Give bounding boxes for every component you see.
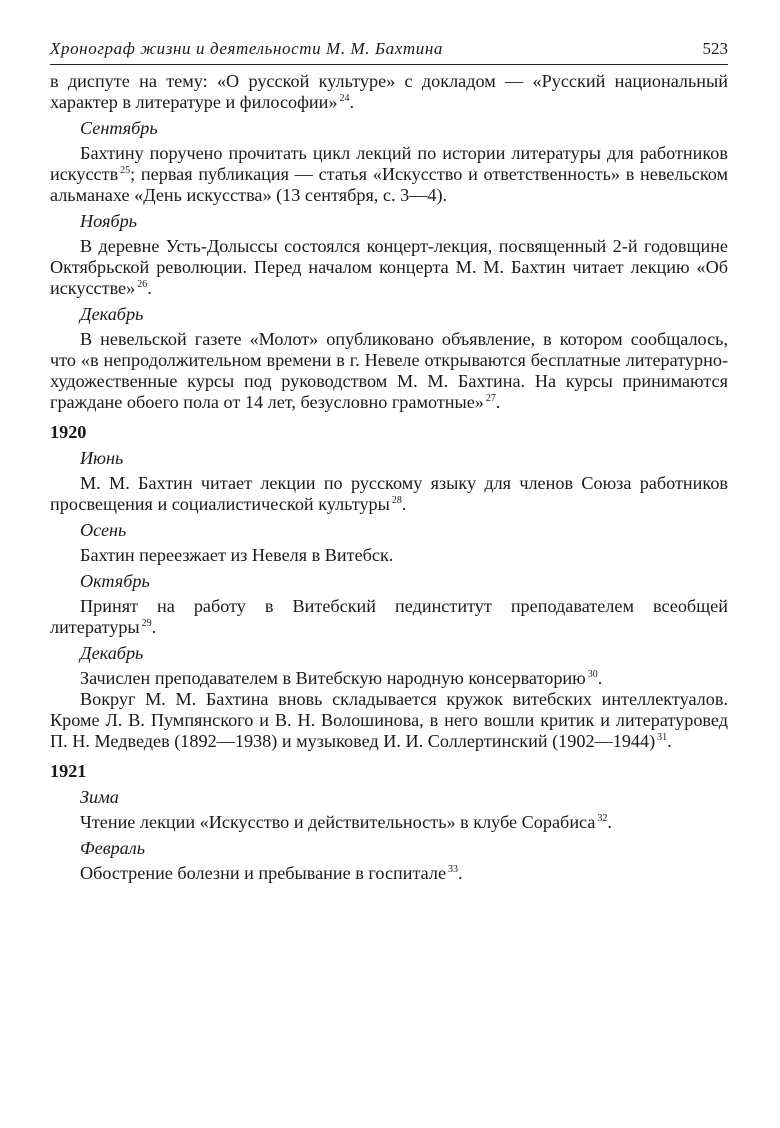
year-heading: 1920 — [50, 422, 87, 442]
month-heading: Осень — [80, 520, 127, 540]
paragraph-text: Бахтин переезжает из Невеля в Витебск. — [80, 545, 394, 565]
month-heading: Февраль — [80, 838, 145, 858]
running-header — [50, 38, 728, 65]
paragraph — [50, 329, 728, 413]
paragraph — [50, 812, 728, 833]
month-heading: Октябрь — [80, 571, 150, 591]
paragraph-tail: . — [597, 668, 603, 688]
page-body — [50, 71, 728, 884]
paragraph-tail: . — [401, 494, 407, 514]
footnote-ref: 29 — [141, 618, 152, 629]
paragraph-tail: . — [458, 863, 463, 883]
paragraph-tail: . — [349, 92, 355, 112]
paragraph-text: Обострение болезни и пребывание в госпитале — [80, 863, 447, 883]
paragraph — [50, 71, 728, 113]
footnote-ref: 27 — [485, 393, 496, 404]
paragraph-text: Чтение лекции «Искусство и действительность» в клубе Сорабиса — [80, 812, 596, 832]
paragraph-tail: . — [495, 392, 501, 412]
month-heading: Декабрь — [80, 643, 144, 663]
footnote-ref: 30 — [587, 669, 598, 680]
year-heading: 1921 — [50, 761, 87, 781]
paragraph-tail: . — [667, 731, 672, 751]
paragraph — [50, 596, 728, 638]
paragraph-tail: . — [607, 812, 612, 832]
paragraph-text: В деревне Усть-Долыссы состоялся концерт-лекция, посвященный 2-й годовщине Октябрьской революции. Перед началом концерта М. М. Бахтин читает лекцию «Об искусстве» — [50, 236, 728, 298]
footnote-ref: 31 — [657, 732, 668, 743]
paragraph — [50, 863, 728, 884]
paragraph-text: М. М. Бахтин читает лекции по русскому языку для членов Союза работников просвещения и социалистической культуры — [50, 473, 728, 514]
paragraph — [50, 545, 728, 566]
paragraph — [50, 689, 728, 752]
book-page — [50, 38, 728, 884]
month-heading: Ноябрь — [80, 211, 137, 231]
paragraph-tail: . — [151, 617, 157, 637]
month-heading: Зима — [80, 787, 119, 807]
footnote-ref: 24 — [339, 93, 350, 104]
paragraph-tail: . — [147, 278, 152, 298]
paragraph-text: Принят на работу в Витебский пединститут преподавателем всеобщей литературы — [50, 596, 728, 637]
footnote-ref: 32 — [597, 813, 608, 824]
paragraph — [50, 236, 728, 299]
paragraph-text: Вокруг М. М. Бахтина вновь складывается кружок витебских интеллектуалов. Кроме Л. В. Пумпянского и В. Н. Волошинова, в него вошли критик и литературовед П. Н. Медведев (1892—1938) и музыковед И. И. Соллертинский (1902—1944) — [50, 689, 728, 751]
paragraph-text: В невельской газете «Молот» опубликовано объявление, в котором сообщалось, что «в непродолжительном времени в г. Невеле открываются бесплатные литературно-художественные курсы под руководством М. М. Бахтина. На курсы принимаются граждане обоего пола от 14 лет, безусловно грамотные» — [50, 329, 728, 412]
month-heading: Декабрь — [80, 304, 144, 324]
paragraph-text: Зачислен преподавателем в Витебскую народную консерваторию — [80, 668, 586, 688]
paragraph-tail: ; первая публикация — статья «Искусство и ответственность» в невельском альманахе «День искусства» (13 сентября, с. 3—4). — [50, 164, 728, 205]
paragraph-text: в диспуте на тему: «О русской культуре» с докладом — «Русский национальный характер в литературе и философии» — [50, 71, 728, 112]
paragraph — [50, 143, 728, 206]
paragraph — [50, 473, 728, 515]
running-title: Хронограф жизни и деятельности М. М. Бахтина — [50, 39, 443, 58]
footnote-ref: 26 — [137, 279, 148, 290]
footnote-ref: 33 — [448, 864, 459, 875]
paragraph — [50, 668, 728, 689]
month-heading: Июнь — [80, 448, 124, 468]
footnote-ref: 25 — [120, 165, 131, 176]
footnote-ref: 28 — [391, 495, 402, 506]
month-heading: Сентябрь — [80, 118, 158, 138]
page-number: 523 — [702, 39, 728, 58]
paragraph-text: Бахтину поручено прочитать цикл лекций по истории литературы для работников искусств — [50, 143, 728, 184]
